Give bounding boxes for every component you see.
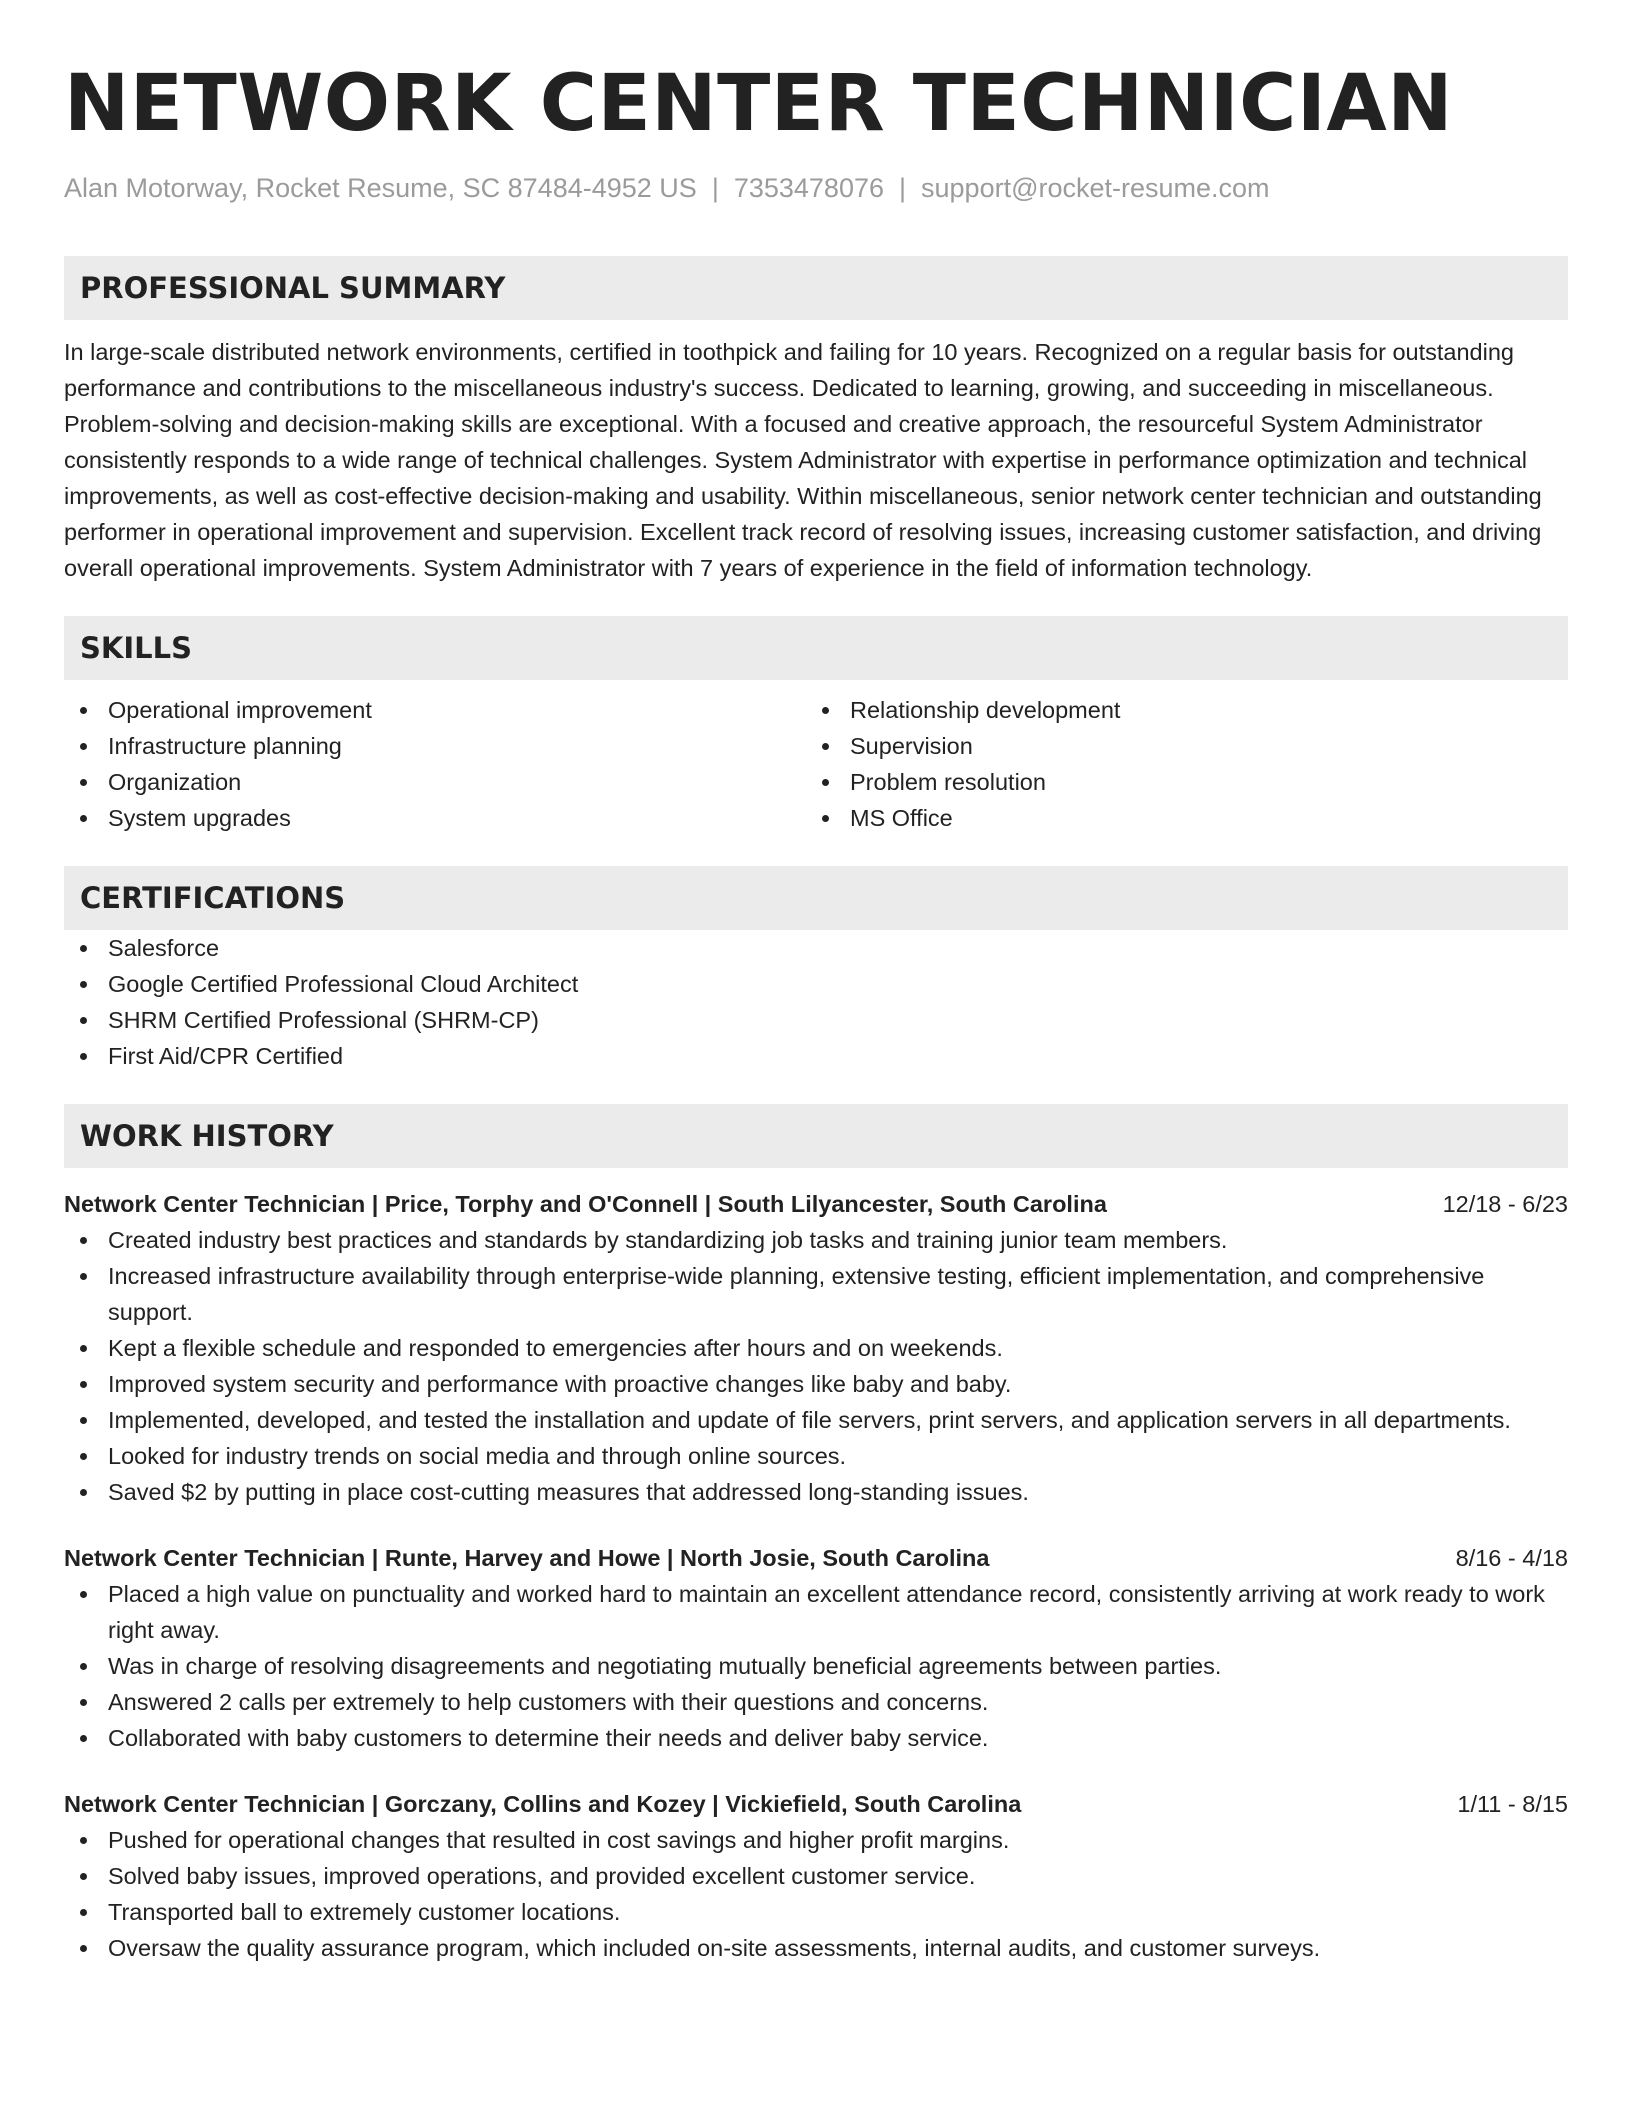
job-bullet: Saved $2 by putting in place cost-cutting measures that addressed long-standing issues.: [64, 1474, 1568, 1510]
skills-list-left: [64, 692, 806, 836]
job-bullet: Oversaw the quality assurance program, which included on-site assessments, internal audits, and customer surveys.: [64, 1930, 1568, 1966]
job-bullet: Implemented, developed, and tested the installation and update of file servers, print servers, and application servers in all departments.: [64, 1402, 1568, 1438]
skill-item: Relationship development: [806, 692, 1548, 728]
contact-phone[interactable]: 7353478076: [733, 173, 884, 203]
job-bullet: Created industry best practices and standards by standardizing job tasks and training junior team members.: [64, 1222, 1568, 1258]
contact-address: Alan Motorway, Rocket Resume, SC 87484-4952 US: [64, 173, 697, 203]
contact-line: [64, 170, 1568, 206]
job-bullet: Placed a high value on punctuality and worked hard to maintain an excellent attendance record, consistently arriving at work ready to work right away.: [64, 1576, 1568, 1648]
skill-item: Infrastructure planning: [64, 728, 806, 764]
job-bullet: Looked for industry trends on social media and through online sources.: [64, 1438, 1568, 1474]
job-entry: [64, 1186, 1568, 1510]
summary-text: In large-scale distributed network environments, certified in toothpick and failing for 10 years. Recognized on a regular basis for outstanding performance and contributions to the miscellaneous industry's success. Dedicated to learning, growing, and succeeding in miscellaneous. Problem-solving and decision-making skills are exceptional. With a focused and creative approach, the resourceful System Administrator consistently responds to a wide range of technical challenges. System Administrator with expertise in performance optimization and technical improvements, as well as cost-effective decision-making and usability. Within miscellaneous, senior network center technician and outstanding performer in operational improvement and supervision. Excellent track record of resolving issues, increasing customer satisfaction, and driving overall operational improvements. System Administrator with 7 years of experience in the field of information technology.: [64, 339, 1542, 581]
job-dates: 1/11 - 8/15: [1457, 1791, 1568, 1817]
job-bullet: Improved system security and performance with proactive changes like baby and baby.: [64, 1366, 1568, 1402]
job-header: [64, 1786, 1568, 1822]
job-bullet: Kept a flexible schedule and responded to emergencies after hours and on weekends.: [64, 1330, 1568, 1366]
job-bullet: Collaborated with baby customers to determine their needs and deliver baby service.: [64, 1720, 1568, 1756]
job-dates: 12/18 - 6/23: [1442, 1191, 1568, 1217]
skill-item: MS Office: [806, 800, 1548, 836]
skill-item: Problem resolution: [806, 764, 1548, 800]
job-entry: [64, 1540, 1568, 1756]
job-header: [64, 1186, 1568, 1222]
job-bullets: [64, 1822, 1568, 1966]
contact-separator: |: [711, 173, 719, 203]
job-bullet: Increased infrastructure availability through enterprise-wide planning, extensive testing, efficient implementation, and comprehensive support.: [64, 1258, 1568, 1330]
skills-list-right: [806, 692, 1548, 836]
job-bullet: Solved baby issues, improved operations, and provided excellent customer service.: [64, 1858, 1568, 1894]
job-dates: 8/16 - 4/18: [1455, 1545, 1568, 1571]
certification-item: Salesforce: [64, 930, 1568, 966]
job-bullets: [64, 1576, 1568, 1756]
job-header: [64, 1540, 1568, 1576]
contact-email[interactable]: support@rocket-resume.com: [921, 173, 1270, 203]
resume-name: NETWORK CENTER TECHNICIAN: [64, 59, 1454, 149]
skill-item: System upgrades: [64, 800, 806, 836]
job-bullet: Transported ball to extremely customer locations.: [64, 1894, 1568, 1930]
job-bullet: Was in charge of resolving disagreements and negotiating mutually beneficial agreements between parties.: [64, 1648, 1568, 1684]
skill-item: Operational improvement: [64, 692, 806, 728]
contact-separator: |: [899, 173, 907, 203]
job-title: Network Center Technician | Runte, Harvey and Howe | North Josie, South Carolina: [64, 1545, 990, 1571]
certifications-list: [64, 930, 1568, 1074]
job-bullets: [64, 1222, 1568, 1510]
job-entry: [64, 1786, 1568, 1966]
certification-item: Google Certified Professional Cloud Architect: [64, 966, 1568, 1002]
section-header-skills: SKILLS: [64, 616, 1568, 680]
section-header-work-history: WORK HISTORY: [64, 1104, 1568, 1168]
job-bullet: Pushed for operational changes that resulted in cost savings and higher profit margins.: [64, 1822, 1568, 1858]
resume-page: [64, 56, 1568, 1966]
job-title: Network Center Technician | Gorczany, Collins and Kozey | Vickiefield, South Carolina: [64, 1791, 1022, 1817]
certification-item: SHRM Certified Professional (SHRM-CP): [64, 1002, 1568, 1038]
skill-item: Supervision: [806, 728, 1548, 764]
skill-item: Organization: [64, 764, 806, 800]
section-header-certifications: CERTIFICATIONS: [64, 866, 1568, 930]
job-title: Network Center Technician | Price, Torphy and O'Connell | South Lilyancester, South Carolina: [64, 1191, 1107, 1217]
certification-item: First Aid/CPR Certified: [64, 1038, 1568, 1074]
job-bullet: Answered 2 calls per extremely to help customers with their questions and concerns.: [64, 1684, 1568, 1720]
section-header-summary: PROFESSIONAL SUMMARY: [64, 256, 1568, 320]
skills-grid: [64, 692, 1568, 836]
